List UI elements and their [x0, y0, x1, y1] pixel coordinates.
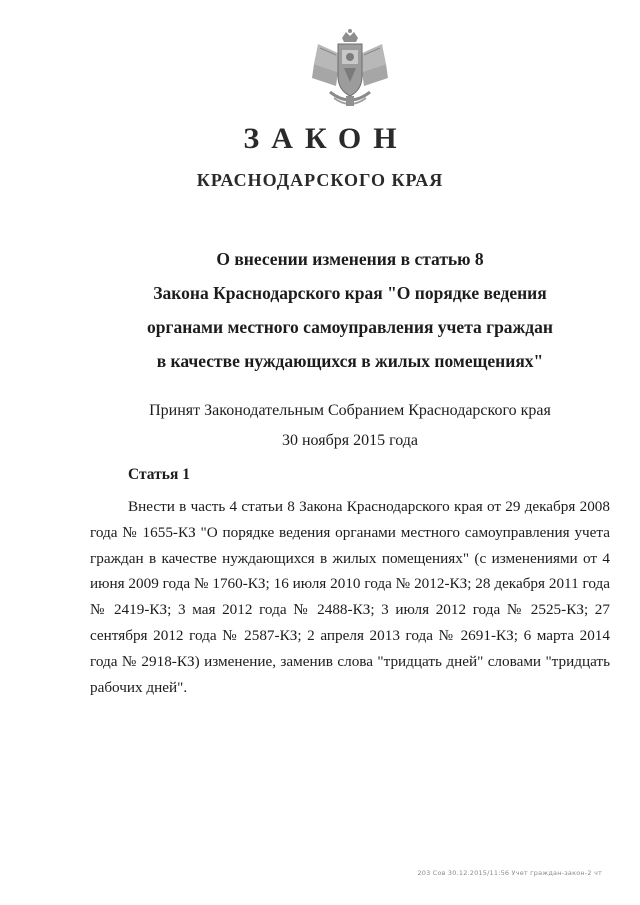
law-region: КРАСНОДАРСКОГО КРАЯ — [196, 170, 444, 190]
law-title: ЗАКОН — [243, 122, 409, 155]
subject-line: в качестве нуждающихся в жилых помещениях" — [156, 351, 544, 371]
adoption-info — [0, 396, 640, 456]
footer-note: 203 Сов 30.12.2015/11:56 Учет граждан-закон-2 чт — [417, 869, 602, 877]
subject-line: органами местного самоуправления учета граждан — [147, 317, 553, 337]
adoption-line: Принят Законодательным Собранием Краснодарского края — [149, 402, 551, 419]
adoption-date: 30 ноября 2015 года — [281, 432, 419, 449]
article-heading: Статья 1 — [128, 466, 190, 483]
subject-line: О внесении изменения в статью 8 — [216, 249, 484, 269]
article-body: Внести в часть 4 статьи 8 Закона Краснодарского края от 29 декабря 2008 года № 1655-КЗ "О порядке ведения органами местного самоуправления учета граждан в качестве нуждающихся в жилых помещениях" (с изменениями от 4 июня 2009 года № 1760-КЗ; 16 июля 2010 года № 2012-КЗ; 28 декабря 2011 года № 2419-КЗ; 3 мая 2012 года № 2488-КЗ; 3 июля 2012 года № 2525-КЗ; 27 сентября 2012 года № 2587-КЗ; 2 апреля 2013 года № 2691-КЗ; 6 марта 2014 года № 2918-КЗ) изменение, заменив слова "тридцать дней" словами "тридцать рабочих дней". — [90, 498, 610, 696]
law-subject — [0, 242, 640, 378]
subject-line: Закона Краснодарского края "О порядке ведения — [153, 283, 547, 303]
krasnodar-coat-of-arms-icon — [300, 28, 400, 110]
